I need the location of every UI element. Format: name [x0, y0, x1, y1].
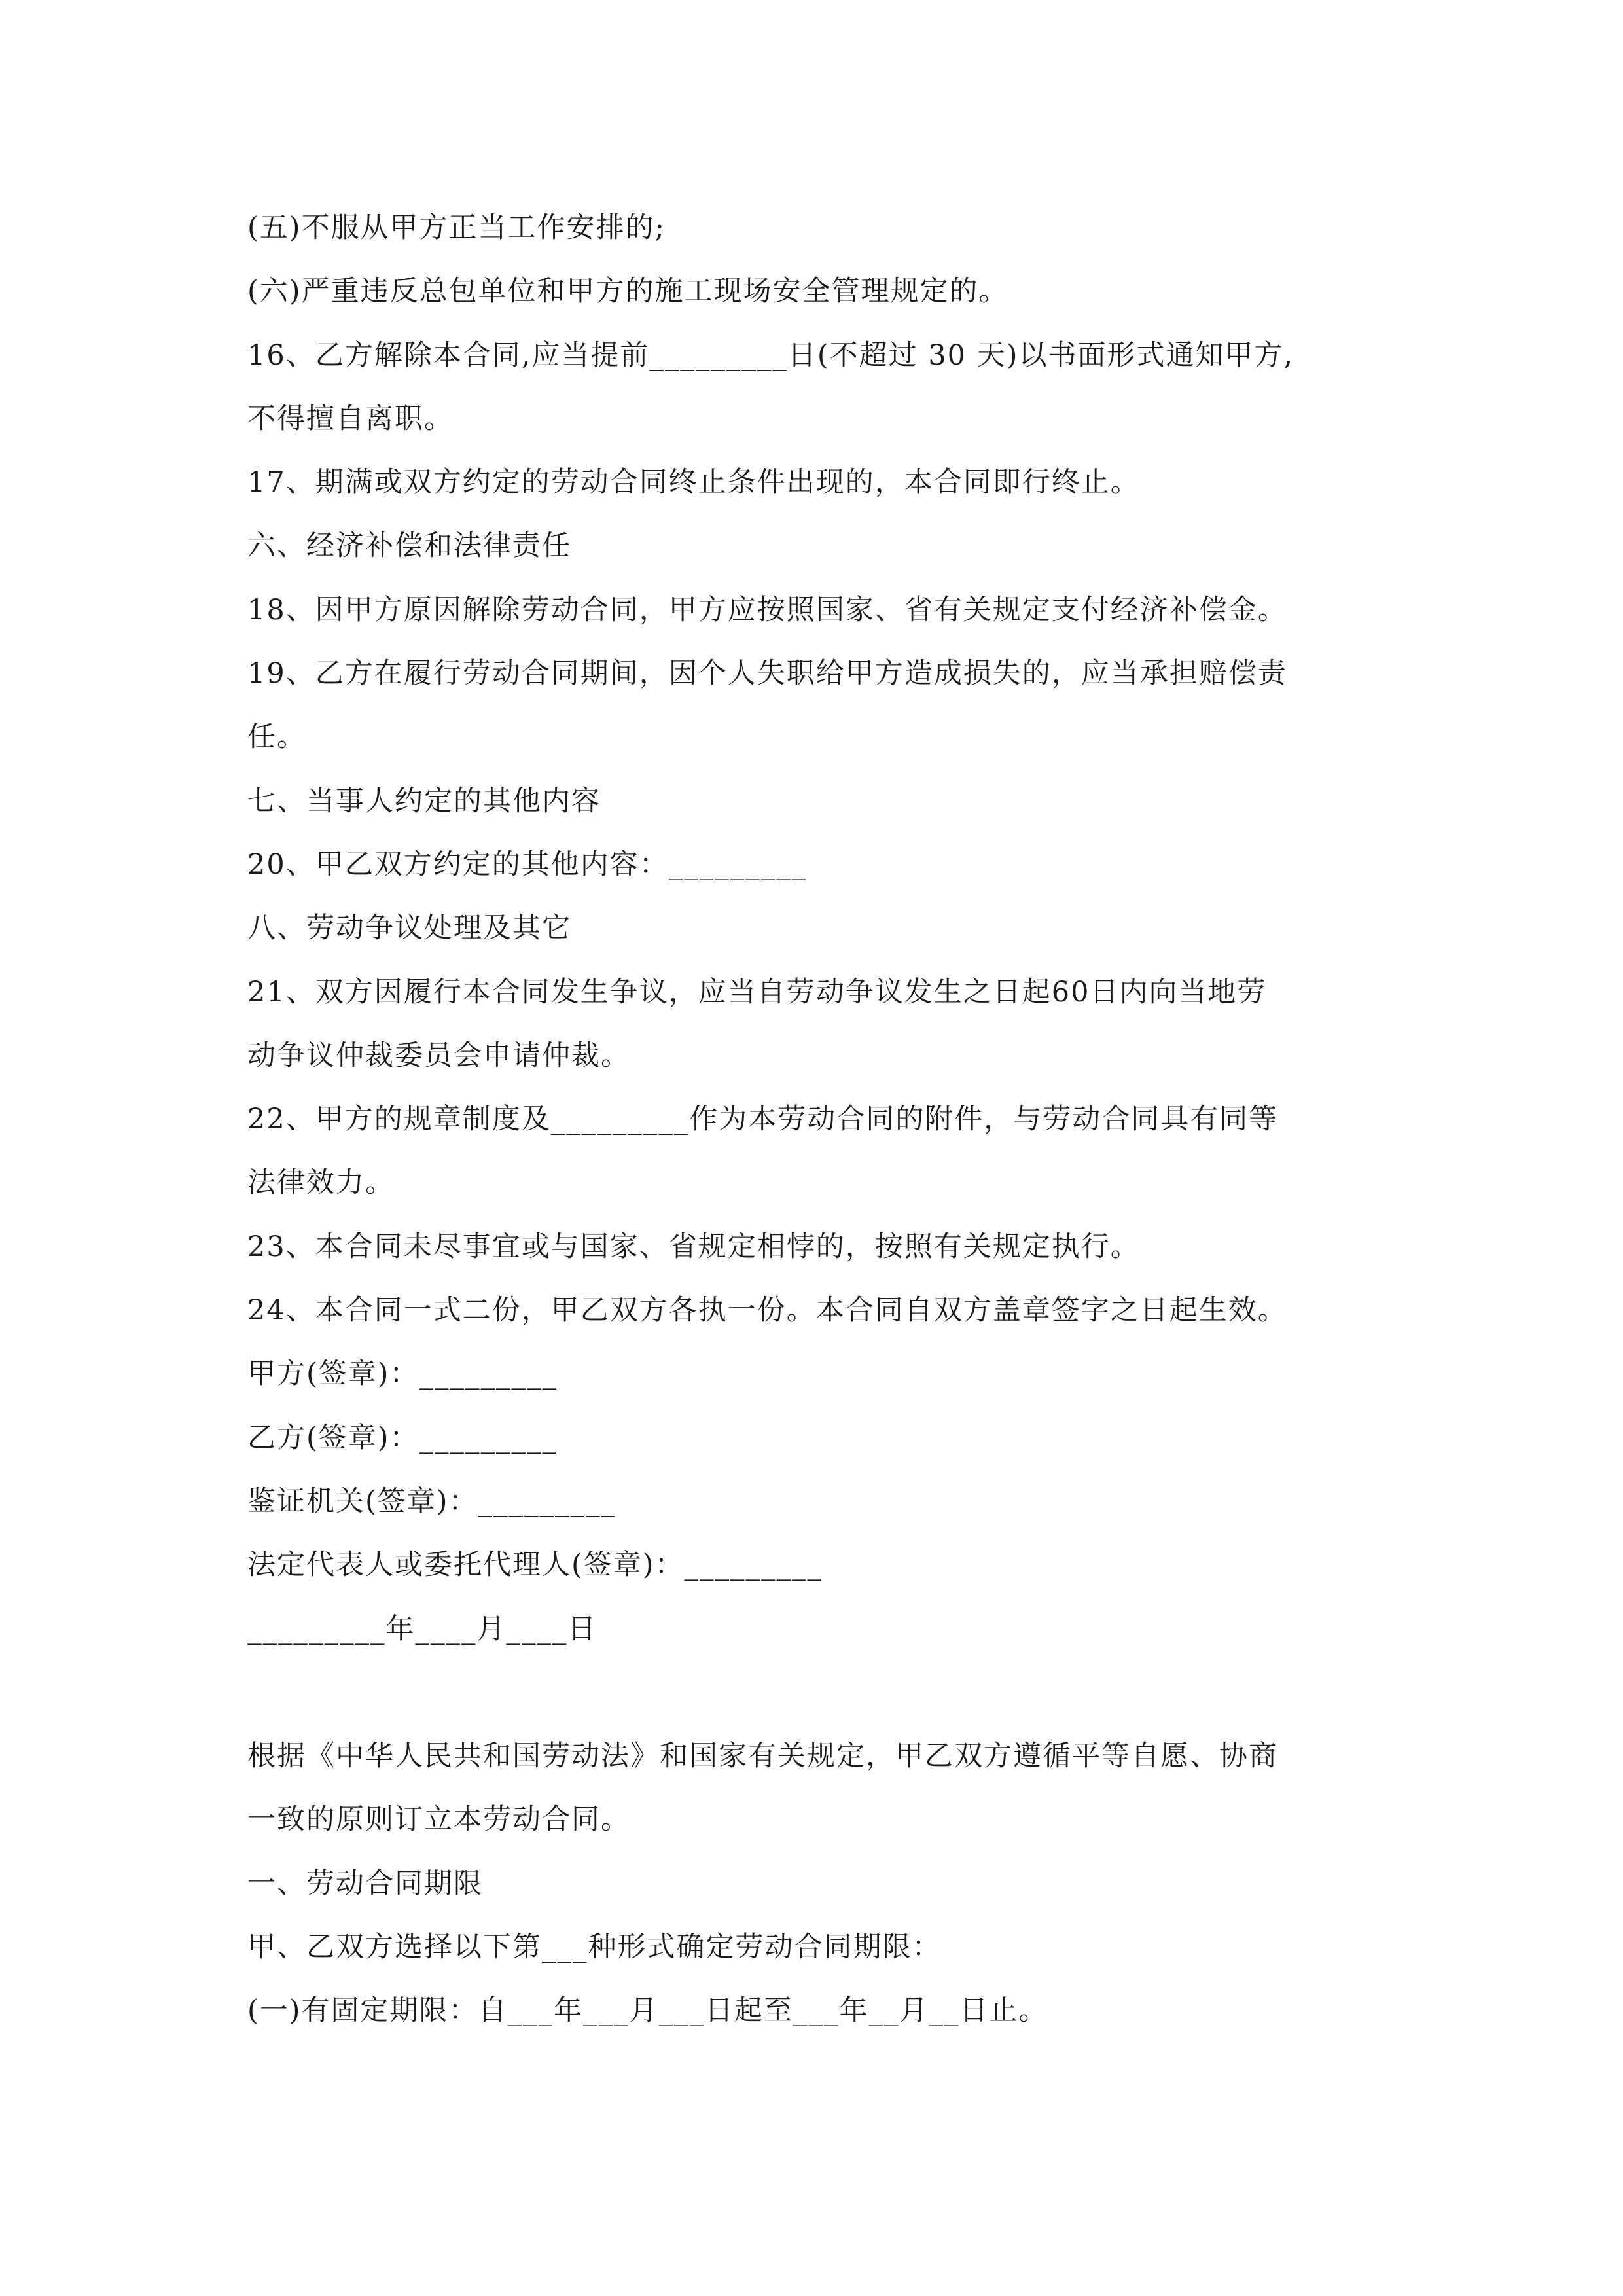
preamble-line-2: 一致的原则订立本劳动合同。	[247, 1803, 630, 1836]
clause-22-line-1: 22、甲方的规章制度及_________作为本劳动合同的附件，与劳动合同具有同等	[247, 1103, 1279, 1136]
clause-19-line-1: 19、乙方在履行劳动合同期间，因个人失职给甲方造成损失的，应当承担赔偿责	[247, 657, 1287, 690]
term-selection: 甲、乙双方选择以下第___种形式确定劳动合同期限：	[247, 1931, 942, 1964]
signing-date: _________年____月____日	[247, 1613, 597, 1645]
clause-23: 23、本合同未尽事宜或与国家、省规定相悖的，按照有关规定执行。	[247, 1230, 1140, 1263]
clause-21-line-1: 21、双方因履行本合同发生争议，应当自劳动争议发生之日起60日内向当地劳	[247, 976, 1267, 1009]
clause-24: 24、本合同一式二份，甲乙双方各执一份。本合同自双方盖章签字之日起生效。	[247, 1294, 1287, 1327]
clause-19-line-2: 任。	[247, 721, 306, 753]
section-6-heading: 六、经济补偿和法律责任	[247, 529, 571, 562]
clause-5-item-6: (六)严重违反总包单位和甲方的施工现场安全管理规定的。	[247, 275, 1008, 308]
fixed-term-option: (一)有固定期限：自___年___月___日起至___年__月__日止。	[247, 1994, 1048, 2027]
clause-16-line-1: 16、乙方解除本合同,应当提前_________日(不超过 30 天)以书面形式通知甲方,	[247, 339, 1294, 372]
section-1-heading: 一、劳动合同期限	[247, 1867, 483, 1900]
section-8-heading: 八、劳动争议处理及其它	[247, 912, 571, 944]
representative-signature: 法定代表人或委托代理人(签章)：_________	[247, 1549, 823, 1581]
clause-16-line-2: 不得擅自离职。	[247, 403, 454, 435]
clause-21-line-2: 动争议仲裁委员会申请仲裁。	[247, 1039, 630, 1072]
authority-signature: 鉴证机关(签章)：_________	[247, 1485, 617, 1518]
clause-17: 17、期满或双方约定的劳动合同终止条件出现的，本合同即行终止。	[247, 466, 1140, 499]
section-7-heading: 七、当事人约定的其他内容	[247, 785, 601, 817]
clause-18: 18、因甲方原因解除劳动合同，甲方应按照国家、省有关规定支付经济补偿金。	[247, 594, 1287, 626]
clause-22-line-2: 法律效力。	[247, 1166, 395, 1199]
party-b-signature: 乙方(签章)：_________	[247, 1422, 558, 1454]
preamble-line-1: 根据《中华人民共和国劳动法》和国家有关规定，甲乙双方遵循平等自愿、协商	[247, 1740, 1278, 1772]
party-a-signature: 甲方(签章)：_________	[247, 1357, 558, 1390]
clause-20: 20、甲乙双方约定的其他内容：_________	[247, 848, 808, 881]
clause-5-item-5: (五)不服从甲方正当工作安排的;	[247, 211, 666, 244]
